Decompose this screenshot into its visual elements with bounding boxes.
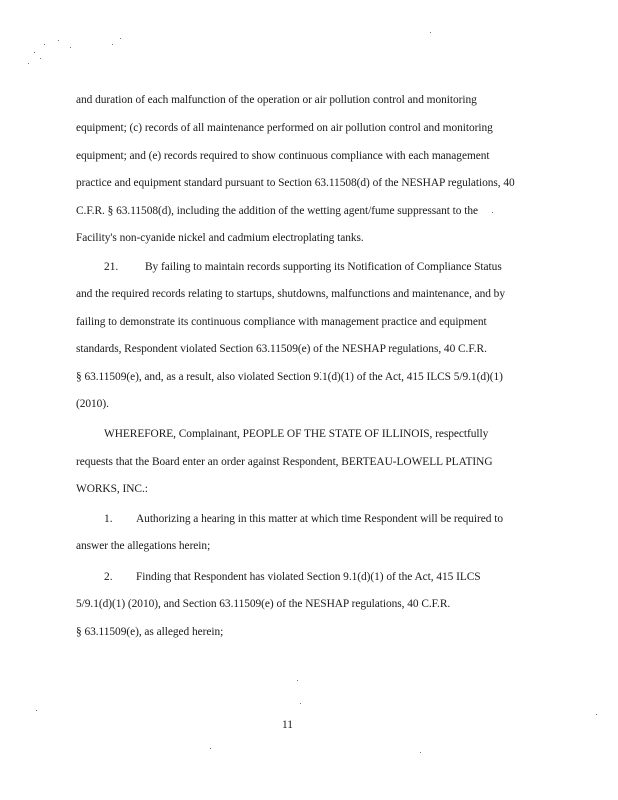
text-line: § 63.11509(e), as alleged herein; [76,626,224,638]
text-line: requests that the Board enter an order against Respondent, BERTEAU-LOWELL PLATING [76,456,493,468]
text-line: WORKS, INC.: [76,483,148,495]
item-number: 1. [104,513,113,525]
text-line: Facility's non-cyanide nickel and cadmium electroplating tanks. [76,232,364,244]
text-line: 5/9.1(d)(1) (2010), and Section 63.11509(e) of the NESHAP regulations, 40 C.F.R. [76,598,451,610]
text-line: § 63.11509(e), and, as a result, also violated Section 9.1(d)(1) of the Act, 415 ILCS 5/9.1(d)(1) [76,371,503,383]
text-line: failing to demonstrate its continuous compliance with management practice and equipment [76,316,487,328]
text-line: WHEREFORE, Complainant, PEOPLE OF THE STATE OF ILLINOIS, respectfully [104,428,489,440]
item-number: 2. [104,571,113,583]
text-line: C.F.R. § 63.11508(d), including the addition of the wetting agent/fume suppressant to the [76,205,479,217]
page-number: 11 [282,719,293,731]
text-line: (2010). [76,398,109,410]
text-line: and duration of each malfunction of the operation or air pollution control and monitoring [76,94,477,106]
text-line: answer the allegations herein; [76,540,211,552]
text-line: practice and equipment standard pursuant to Section 63.11508(d) of the NESHAP regulations, 40 [76,177,515,189]
text-line: standards, Respondent violated Section 63.11509(e) of the NESHAP regulations, 40 C.F.R. [76,343,487,355]
text-line: Finding that Respondent has violated Section 9.1(d)(1) of the Act, 415 ILCS [136,571,481,583]
paragraph-number: 21. [104,261,119,273]
text-line: By failing to maintain records supporting its Notification of Compliance Status [145,261,502,273]
text-line: equipment; and (e) records required to show continuous compliance with each management [76,150,490,162]
text-line: Authorizing a hearing in this matter at which time Respondent will be required to [136,513,504,525]
text-line: equipment; (c) records of all maintenance performed on air pollution control and monitoring [76,122,493,134]
text-line: and the required records relating to startups, shutdowns, malfunctions and maintenance, and by [76,288,505,300]
